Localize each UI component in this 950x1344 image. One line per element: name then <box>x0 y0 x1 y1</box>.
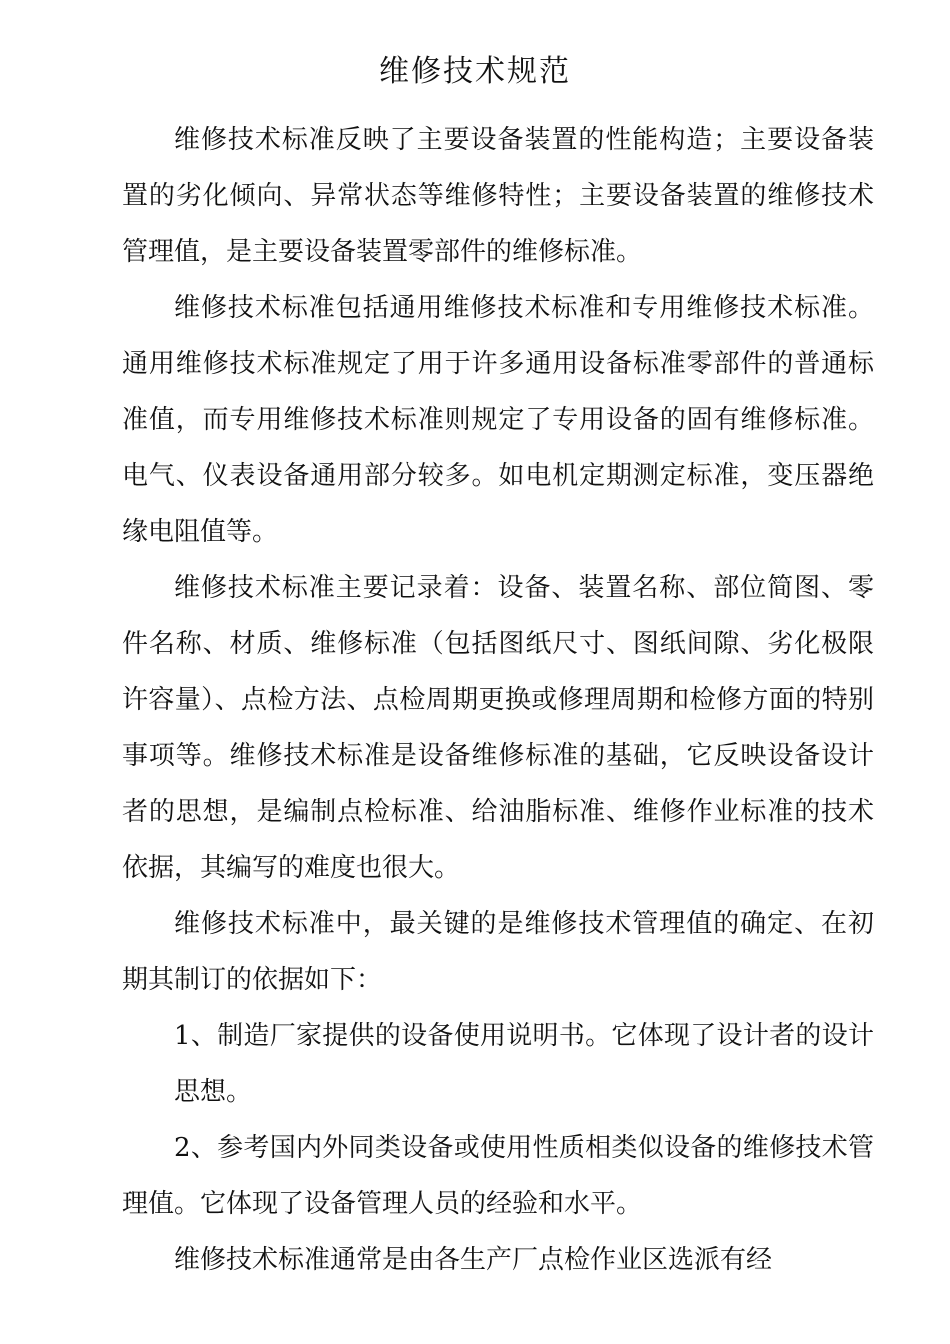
paragraph-2: 维修技术标准包括通用维修技术标准和专用维修技术标准。通用维修技术标准规定了用于许多通用设备标准零部件的普通标准值，而专用维修技术标准则规定了专用设备的固有维修标准。电气、仪表设备通用部分较多。如电机定期测定标准，变压器绝缘电阻值等。 <box>122 293 874 547</box>
paragraph-4: 维修技术标准中，最关键的是维修技术管理值的确定、在初期其制订的依据如下： <box>122 909 874 995</box>
paragraph-3: 维修技术标准主要记录着：设备、装置名称、部位简图、零件名称、材质、维修标准（包括图纸尺寸、图纸间隙、劣化极限许容量）、点检方法、点检周期更换或修理周期和检修方面的特别事项等。维修技术标准是设备维修标准的基础，它反映设备设计者的思想，是编制点检标准、给油脂标准、维修作业标准的技术依据，其编写的难度也很大。 <box>122 573 874 883</box>
paragraph-7: 维修技术标准通常是由各生产厂点检作业区选派有经 <box>174 1245 773 1275</box>
document-title: 维修技术规范 <box>379 54 571 89</box>
list-item-1: 1、制造厂家提供的设备使用说明书。它体现了设计者的设计思想。 <box>174 1021 874 1107</box>
paragraph-1: 维修技术标准反映了主要设备装置的性能构造；主要设备装置的劣化倾向、异常状态等维修特性；主要设备装置的维修技术管理值，是主要设备装置零部件的维修标准。 <box>122 125 874 267</box>
document-body <box>122 112 874 1288</box>
list-item-2: 2、参考国内外同类设备或使用性质相类似设备的维修技术管理值。它体现了设备管理人员的经验和水平。 <box>122 1133 874 1219</box>
